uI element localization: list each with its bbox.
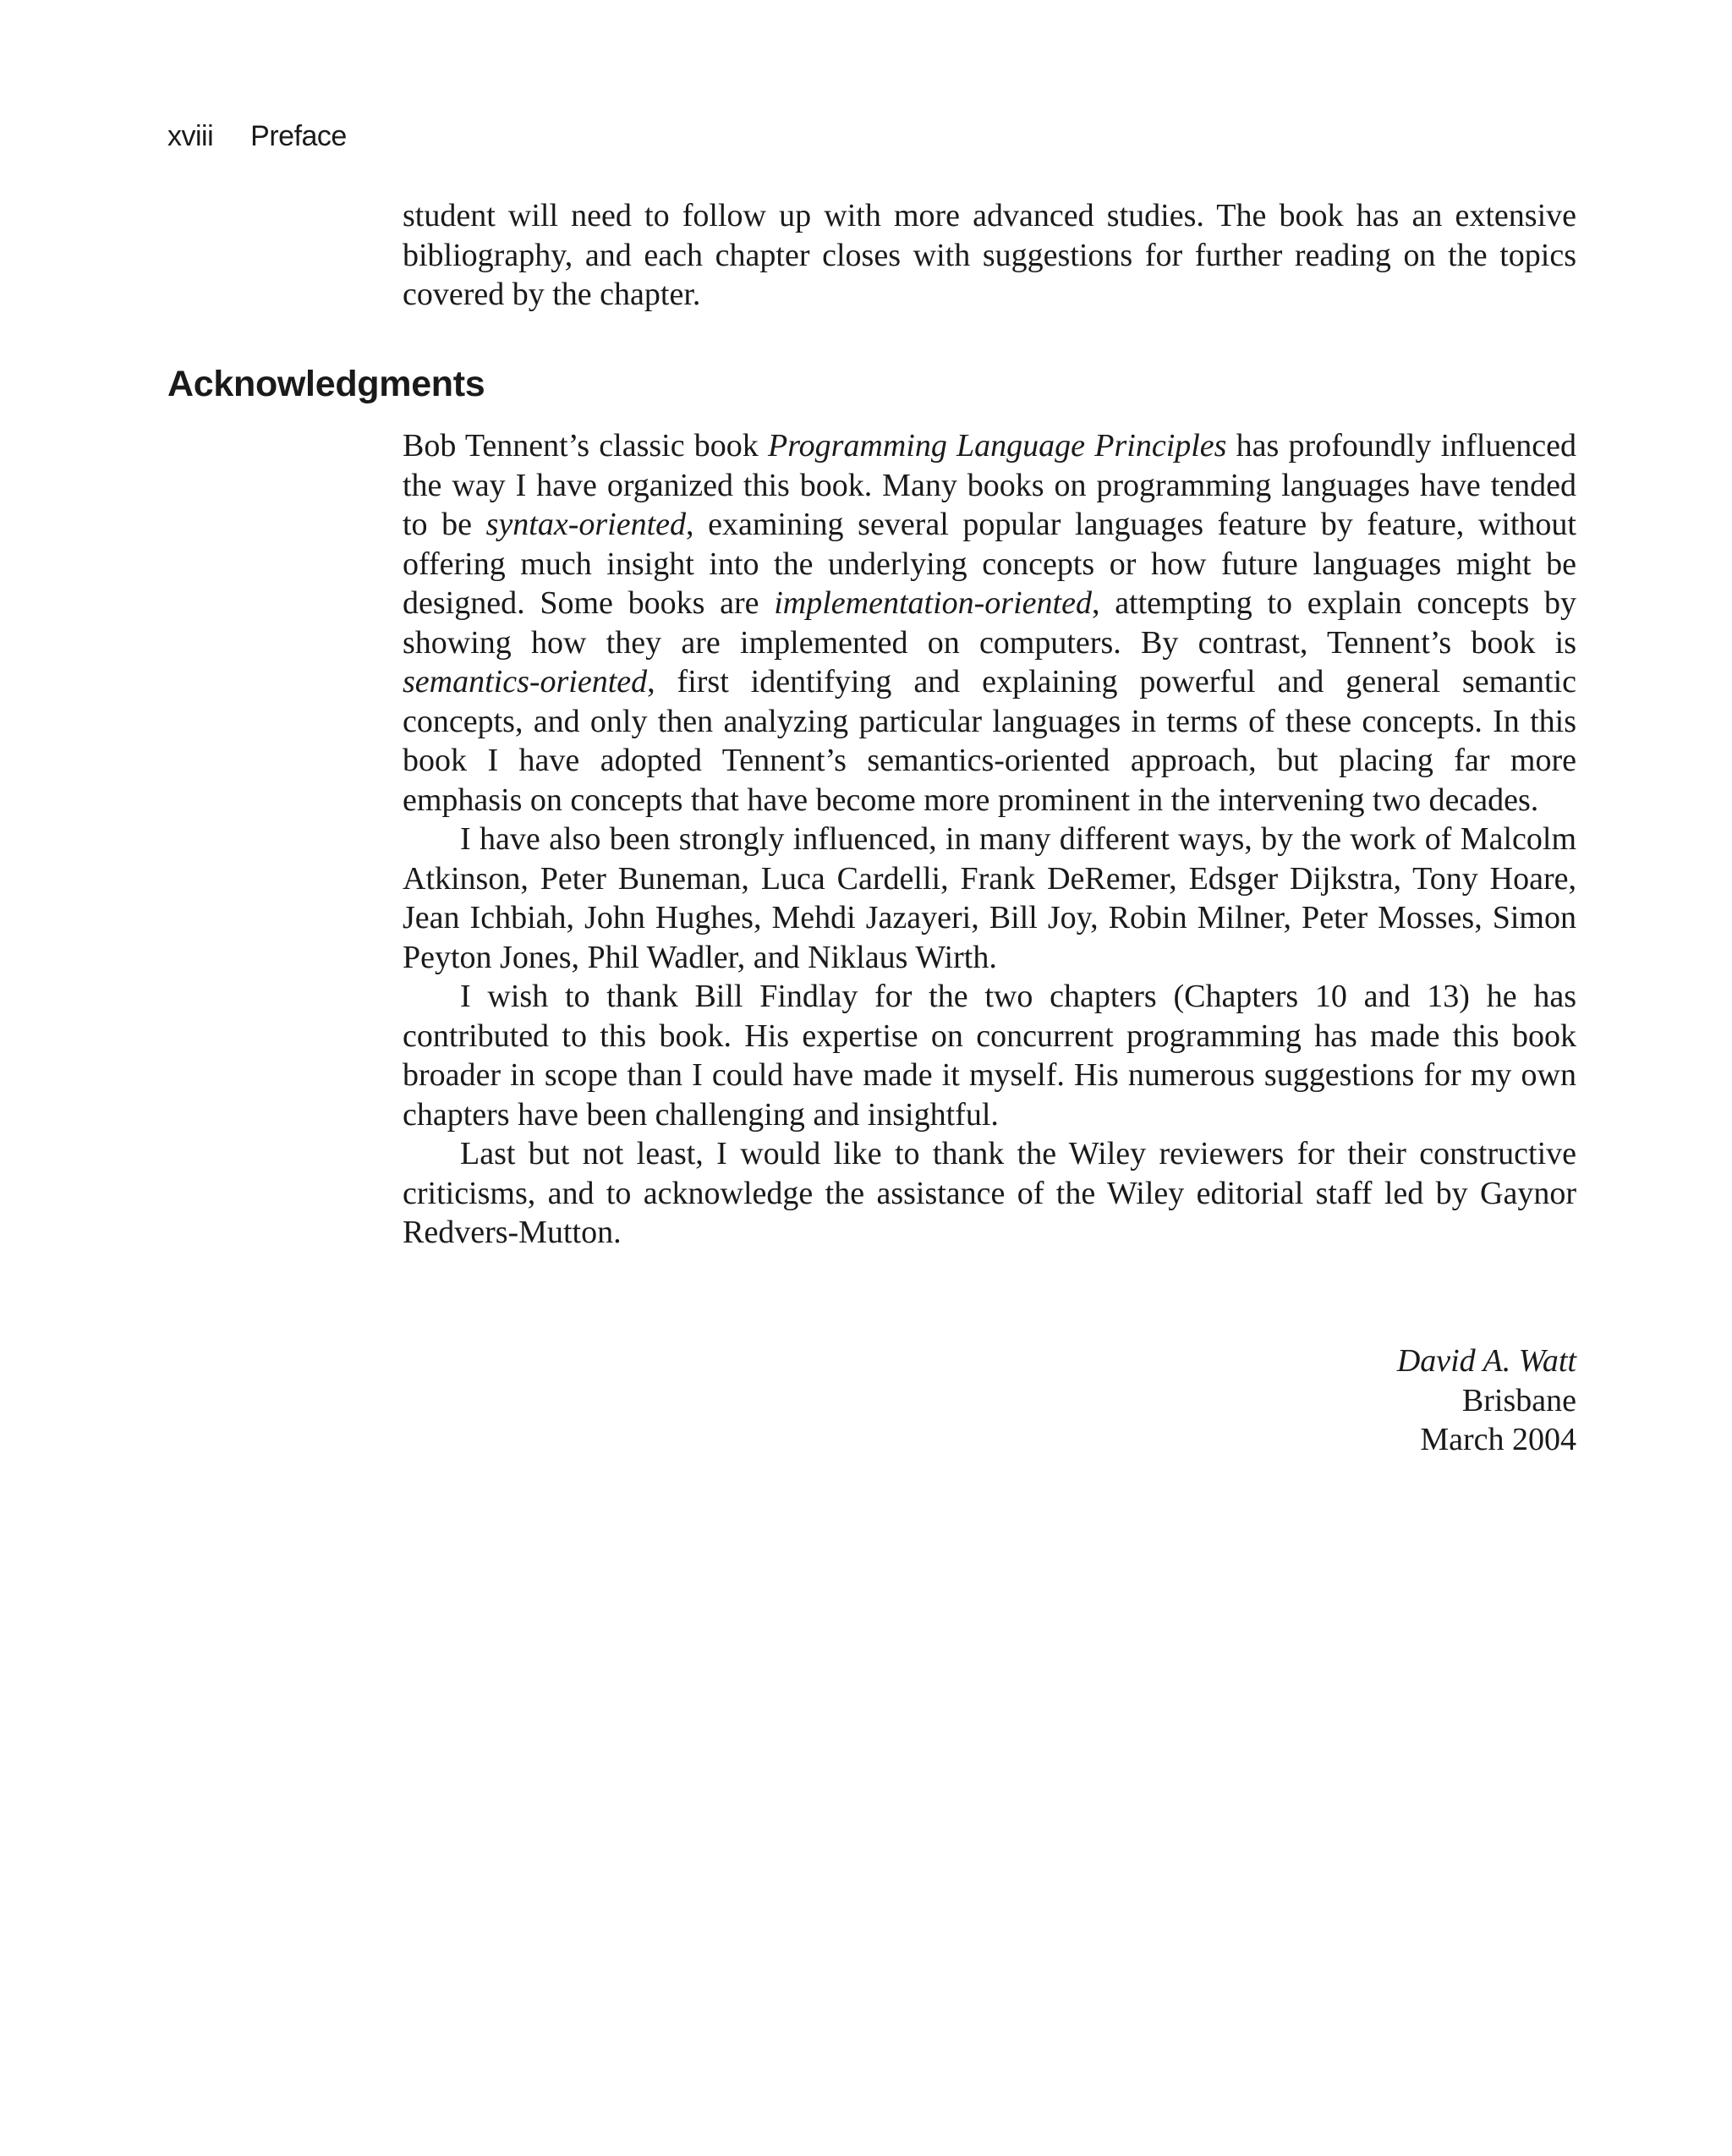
- paragraph-1-part-1: Bob Tennent’s classic book: [403, 428, 769, 464]
- term-syntax-oriented: syntax-oriented: [485, 507, 687, 542]
- acknowledgments-paragraph-2: I have also been strongly influenced, in many different ways, by the work of Malcolm Atkinson, Peter Buneman, Luca Cardelli, Frank DeRemer, Edsger Dijkstra, Tony Hoare, Jean Ichbiah, John Hughes, Mehdi Jazayeri, Bill Joy, Robin Milner, Peter Mosses, Simon Peyton Jones, Phil Wadler, and Niklaus Wirth.: [403, 821, 1576, 975]
- paragraph-1-part-5: , first identifying and explaining powerful and general semantic concepts, and only then analyzing particular languages in terms of these concepts. In this book I have adopted Tennent’s semantics-oriented approach, but placing far more emphasis on concepts that have become more prominent in the intervening two decades.: [403, 664, 1576, 818]
- signature-date: March 2004: [1420, 1422, 1576, 1457]
- term-semantics-oriented: semantics-oriented: [403, 664, 648, 699]
- page-number: xviii: [167, 120, 214, 152]
- author-name: David A. Watt: [1396, 1343, 1576, 1379]
- paragraph-1-part-2: has profoundly influenced the way I have organized this book. Many books on programming languages have tended to be: [403, 428, 1577, 542]
- paragraph-1-part-4: , attempting to explain concepts by showing how they are implemented on computers. By contrast, Tennent’s book is: [403, 585, 1576, 661]
- paragraph-1-part-3: , examining several popular languages feature by feature, without offering much insight into the underlying concepts or how future languages might be designed. Some books are: [403, 507, 1576, 621]
- intro-text-block: [403, 196, 1576, 315]
- acknowledgments-paragraph-1: [403, 426, 1576, 820]
- term-implementation-oriented: implementation-oriented: [774, 585, 1092, 621]
- book-title: Programming Language Principles: [768, 428, 1227, 464]
- running-head-section: Preface: [250, 120, 347, 152]
- section-heading: Acknowledgments: [167, 364, 485, 404]
- signature-block: [1397, 1341, 1576, 1460]
- acknowledgments-body: [403, 426, 1576, 1253]
- acknowledgments-paragraph-4: Last but not least, I would like to thank the Wiley reviewers for their constructive criticisms, and to acknowledge the assistance of the Wiley editorial staff led by Gaynor Redvers-Mutton.: [403, 1136, 1576, 1250]
- signature-place: Brisbane: [1461, 1382, 1576, 1418]
- running-head: [167, 120, 347, 153]
- acknowledgments-paragraph-3: I wish to thank Bill Findlay for the two chapters (Chapters 10 and 13) he has contributed to this book. His expertise on concurrent programming has made this book broader in scope than I could have made it myself. His numerous suggestions for my own chapters have been challenging and insightful.: [403, 979, 1576, 1133]
- intro-paragraph: student will need to follow up with more advanced studies. The book has an extensive bibliography, and each chapter closes with suggestions for further reading on the topics covered by the chapter.: [403, 198, 1576, 312]
